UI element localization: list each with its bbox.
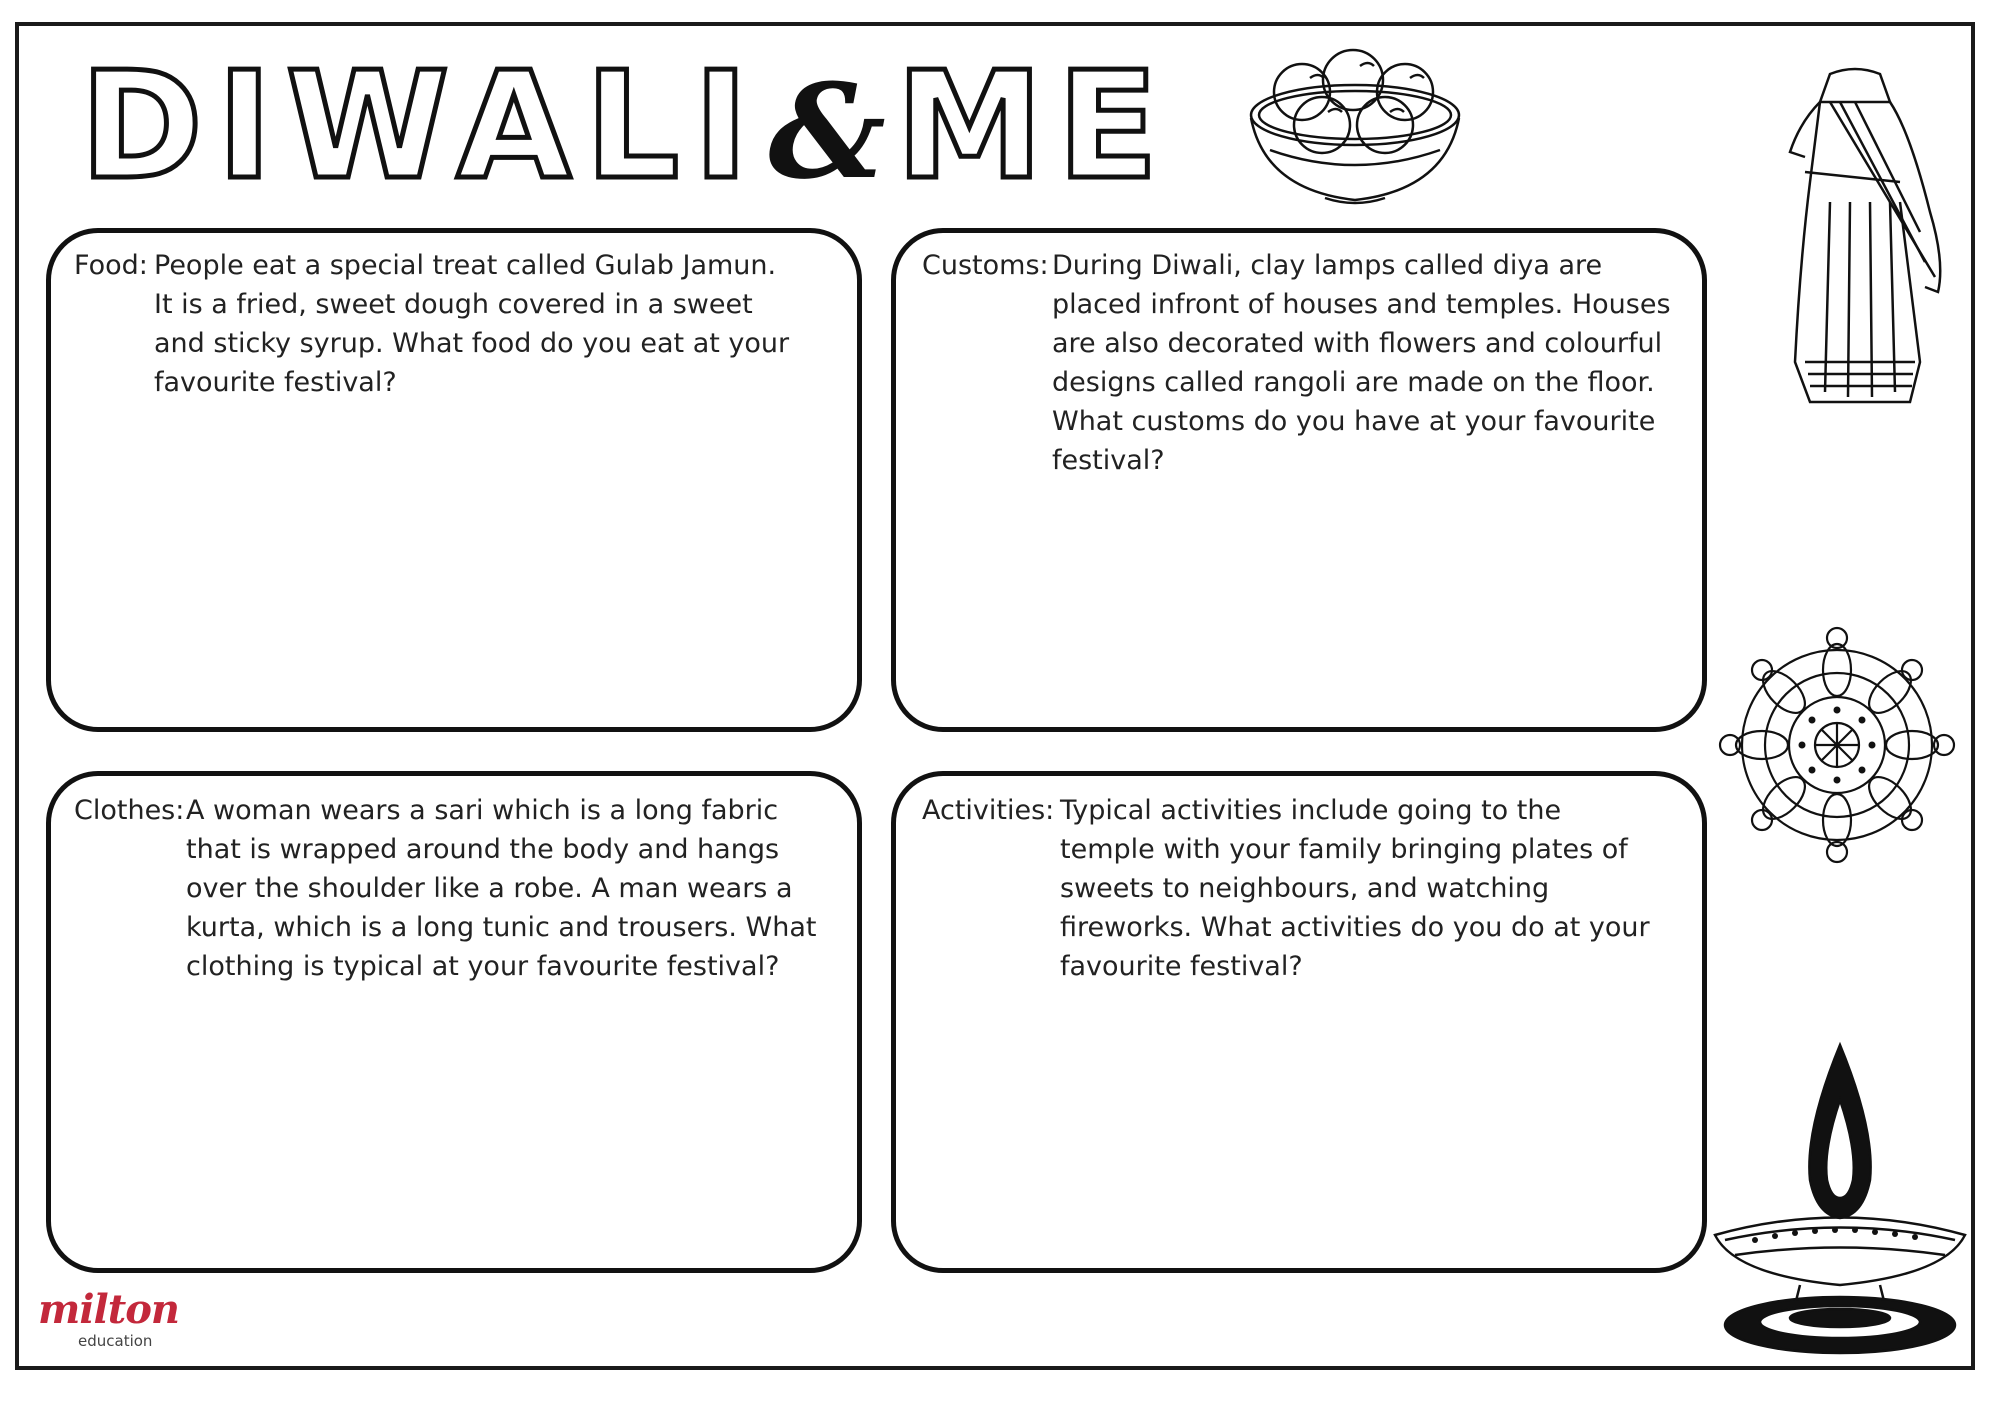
customs-label: Customs: [922, 250, 1049, 281]
activities-text: Typical activities include going to the temple with your family bringing plates of sweets to neighbours, and watching fireworks. What activities do you do at your favourite festival? [1060, 795, 1650, 982]
logo-sub: education [78, 1332, 153, 1350]
page-title [80, 40, 1173, 212]
food-text: People eat a special treat called Gulab Jamun. It is a fried, sweet dough covered in a sweet and sticky syrup. What food do you eat at your favourite festival? [154, 250, 790, 398]
diya-lamp-icon [1705, 1040, 1975, 1360]
title-me: ME [895, 40, 1173, 212]
title-diwali: DIWALI [80, 40, 763, 212]
sari-icon [1760, 62, 1950, 412]
clothes-text: A woman wears a sari which is a long fabric that is wrapped around the body and hangs over the shoulder like a robe. A man wears a kurta, which is a long tunic and trousers. What clothing is typical at your favourite festival? [186, 795, 817, 982]
activities-label: Activities: [922, 795, 1055, 826]
customs-text: During Diwali, clay lamps called diya are placed infront of houses and temples. Houses are also decorated with flowers and colourful designs called rangoli are made on the floor. What customs do you have at your favourite festival? [1052, 250, 1671, 476]
food-label: Food: [74, 250, 148, 281]
clothes-label: Clothes: [74, 795, 185, 826]
logo-brand: milton [38, 1286, 179, 1333]
gulab-jamun-bowl-icon [1240, 30, 1470, 210]
rangoli-icon [1712, 620, 1962, 870]
milton-education-logo [38, 1286, 179, 1350]
title-ampersand: & [768, 55, 890, 208]
